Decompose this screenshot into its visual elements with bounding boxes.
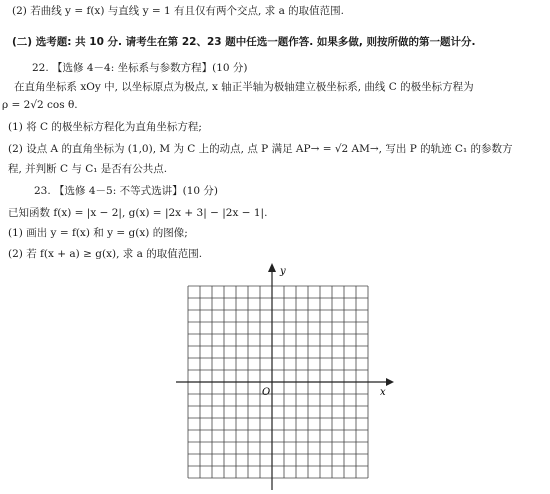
q23-title: 23. 【选修 4－5: 不等式选讲】(10 分) xyxy=(34,185,219,197)
origin-label: O xyxy=(262,387,271,398)
y-axis-label: y xyxy=(280,266,286,277)
q22-title: 22. 【选修 4－4: 坐标系与参数方程】(10 分) xyxy=(32,62,248,74)
grid-svg xyxy=(176,262,396,490)
x-axis-label: x xyxy=(380,387,386,398)
q22-part2-line1: (2) 设点 A 的直角坐标为 (1,0), M 为 C 上的动点, 点 P 满足 AP→ = √2 AM→, 写出 P 的轨迹 C₁ 的参数方 xyxy=(8,143,513,155)
q22-part1: (1) 将 C 的极坐标方程化为直角坐标方程; xyxy=(8,121,202,133)
coordinate-grid xyxy=(176,262,396,490)
q22-stem-line1: 在直角坐标系 xOy 中, 以坐标原点为极点, x 轴正半轴为极轴建立极坐标系, 曲线 C 的极坐标方程为 xyxy=(14,81,474,93)
q23-part1: (1) 画出 y = f(x) 和 y = g(x) 的图像; xyxy=(8,227,188,239)
q21-part2: (2) 若曲线 y = f(x) 与直线 y = 1 有且仅有两个交点, 求 a 的取值范围. xyxy=(12,5,345,17)
q22-part2-line2: 程, 并判断 C 与 C₁ 是否有公共点. xyxy=(8,163,168,175)
q23-stem: 已知函数 f(x) = |x − 2|, g(x) = |2x + 3| − |2x − 1|. xyxy=(8,207,268,219)
x-axis-arrow-icon xyxy=(386,378,394,386)
y-axis-arrow-icon xyxy=(268,263,276,272)
elective-instruction: (二) 选考题: 共 10 分. 请考生在第 22、23 题中任选一题作答. 如果多做, 则按所做的第一题计分. xyxy=(12,36,476,48)
q23-part2: (2) 若 f(x + a) ≥ g(x), 求 a 的取值范围. xyxy=(8,248,203,260)
q22-stem-line2: ρ = 2√2 cos θ. xyxy=(2,99,78,111)
